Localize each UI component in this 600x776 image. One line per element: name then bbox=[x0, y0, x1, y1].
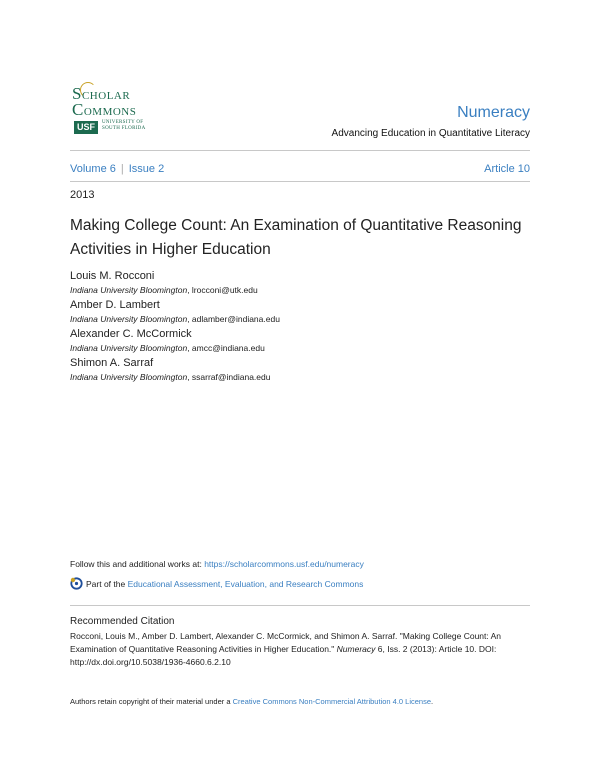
logo-usf-badge: USF bbox=[74, 121, 98, 134]
author-entry bbox=[70, 298, 530, 327]
commons-discipline-link[interactable]: Educational Assessment, Evaluation, and Research Commons bbox=[127, 579, 364, 589]
rights-statement: Authors retain copyright of their material under a Creative Commons Non-Commercial Attribution 4.0 License. bbox=[70, 697, 434, 706]
license-link[interactable]: Creative Commons Non-Commercial Attribution 4.0 License bbox=[232, 697, 432, 706]
author-affiliation: Indiana University Bloomington, lrocconi@utk.edu bbox=[70, 285, 258, 295]
numeracy-collection-link[interactable]: https://scholarcommons.usf.edu/numeracy bbox=[204, 559, 364, 569]
issue-link[interactable]: Issue 2 bbox=[128, 163, 165, 175]
author-affiliation: Indiana University Bloomington, amcc@indiana.edu bbox=[70, 343, 265, 353]
citation-divider bbox=[70, 605, 530, 606]
volume-issue-row bbox=[70, 163, 164, 175]
author-name: Amber D. Lambert bbox=[70, 299, 160, 311]
logo-university: UNIVERSITY OF SOUTH FLORIDA bbox=[102, 120, 146, 131]
publication-year: 2013 bbox=[70, 189, 95, 201]
article-title: Making College Count: An Examination of Quantitative Reasoning Activities in Higher Education bbox=[70, 217, 522, 258]
author-entry bbox=[70, 269, 530, 298]
journal-tagline: Advancing Education in Quantitative Literacy bbox=[331, 128, 530, 139]
author-name: Louis M. Rocconi bbox=[70, 270, 155, 282]
citation-text: Rocconi, Louis M., Amber D. Lambert, Alexander C. McCormick, and Shimon A. Sarraf. "Making College Count: An Examination of Quantitative Reasoning Activities in Higher Education." Numeracy 6, Iss. 2 (2013): Article 10. DOI: http://dx.doi.org/10.5038/1936-4660.6.2.10 bbox=[70, 631, 502, 667]
top-divider bbox=[70, 150, 530, 151]
citation-heading: Recommended Citation bbox=[70, 616, 175, 627]
author-affiliation: Indiana University Bloomington, adlamber@indiana.edu bbox=[70, 314, 280, 324]
follow-line: Follow this and additional works at: https://scholarcommons.usf.edu/numeracy bbox=[70, 559, 364, 569]
article-link[interactable]: Article 10 bbox=[484, 163, 530, 175]
author-name: Shimon A. Sarraf bbox=[70, 357, 154, 369]
logo-commons: COMMONS bbox=[72, 100, 137, 119]
author-entry bbox=[70, 327, 530, 356]
author-affiliation: Indiana University Bloomington, ssarraf@indiana.edu bbox=[70, 372, 271, 382]
citation-journal: Numeracy bbox=[336, 644, 376, 654]
author-name: Alexander C. McCormick bbox=[70, 328, 192, 340]
journal-name-link[interactable]: Numeracy bbox=[457, 104, 530, 121]
network-icon bbox=[70, 577, 83, 592]
logo-scholar: SCHOLAR bbox=[72, 84, 131, 103]
author-entry bbox=[70, 356, 530, 385]
part-of-line: Part of the Educational Assessment, Evaluation, and Research Commons bbox=[70, 577, 363, 592]
volume-link[interactable]: Volume 6 bbox=[70, 163, 116, 175]
scholar-commons-logo bbox=[72, 84, 152, 138]
issue-divider bbox=[70, 181, 530, 182]
author-list bbox=[70, 269, 530, 385]
separator: | bbox=[120, 163, 124, 175]
